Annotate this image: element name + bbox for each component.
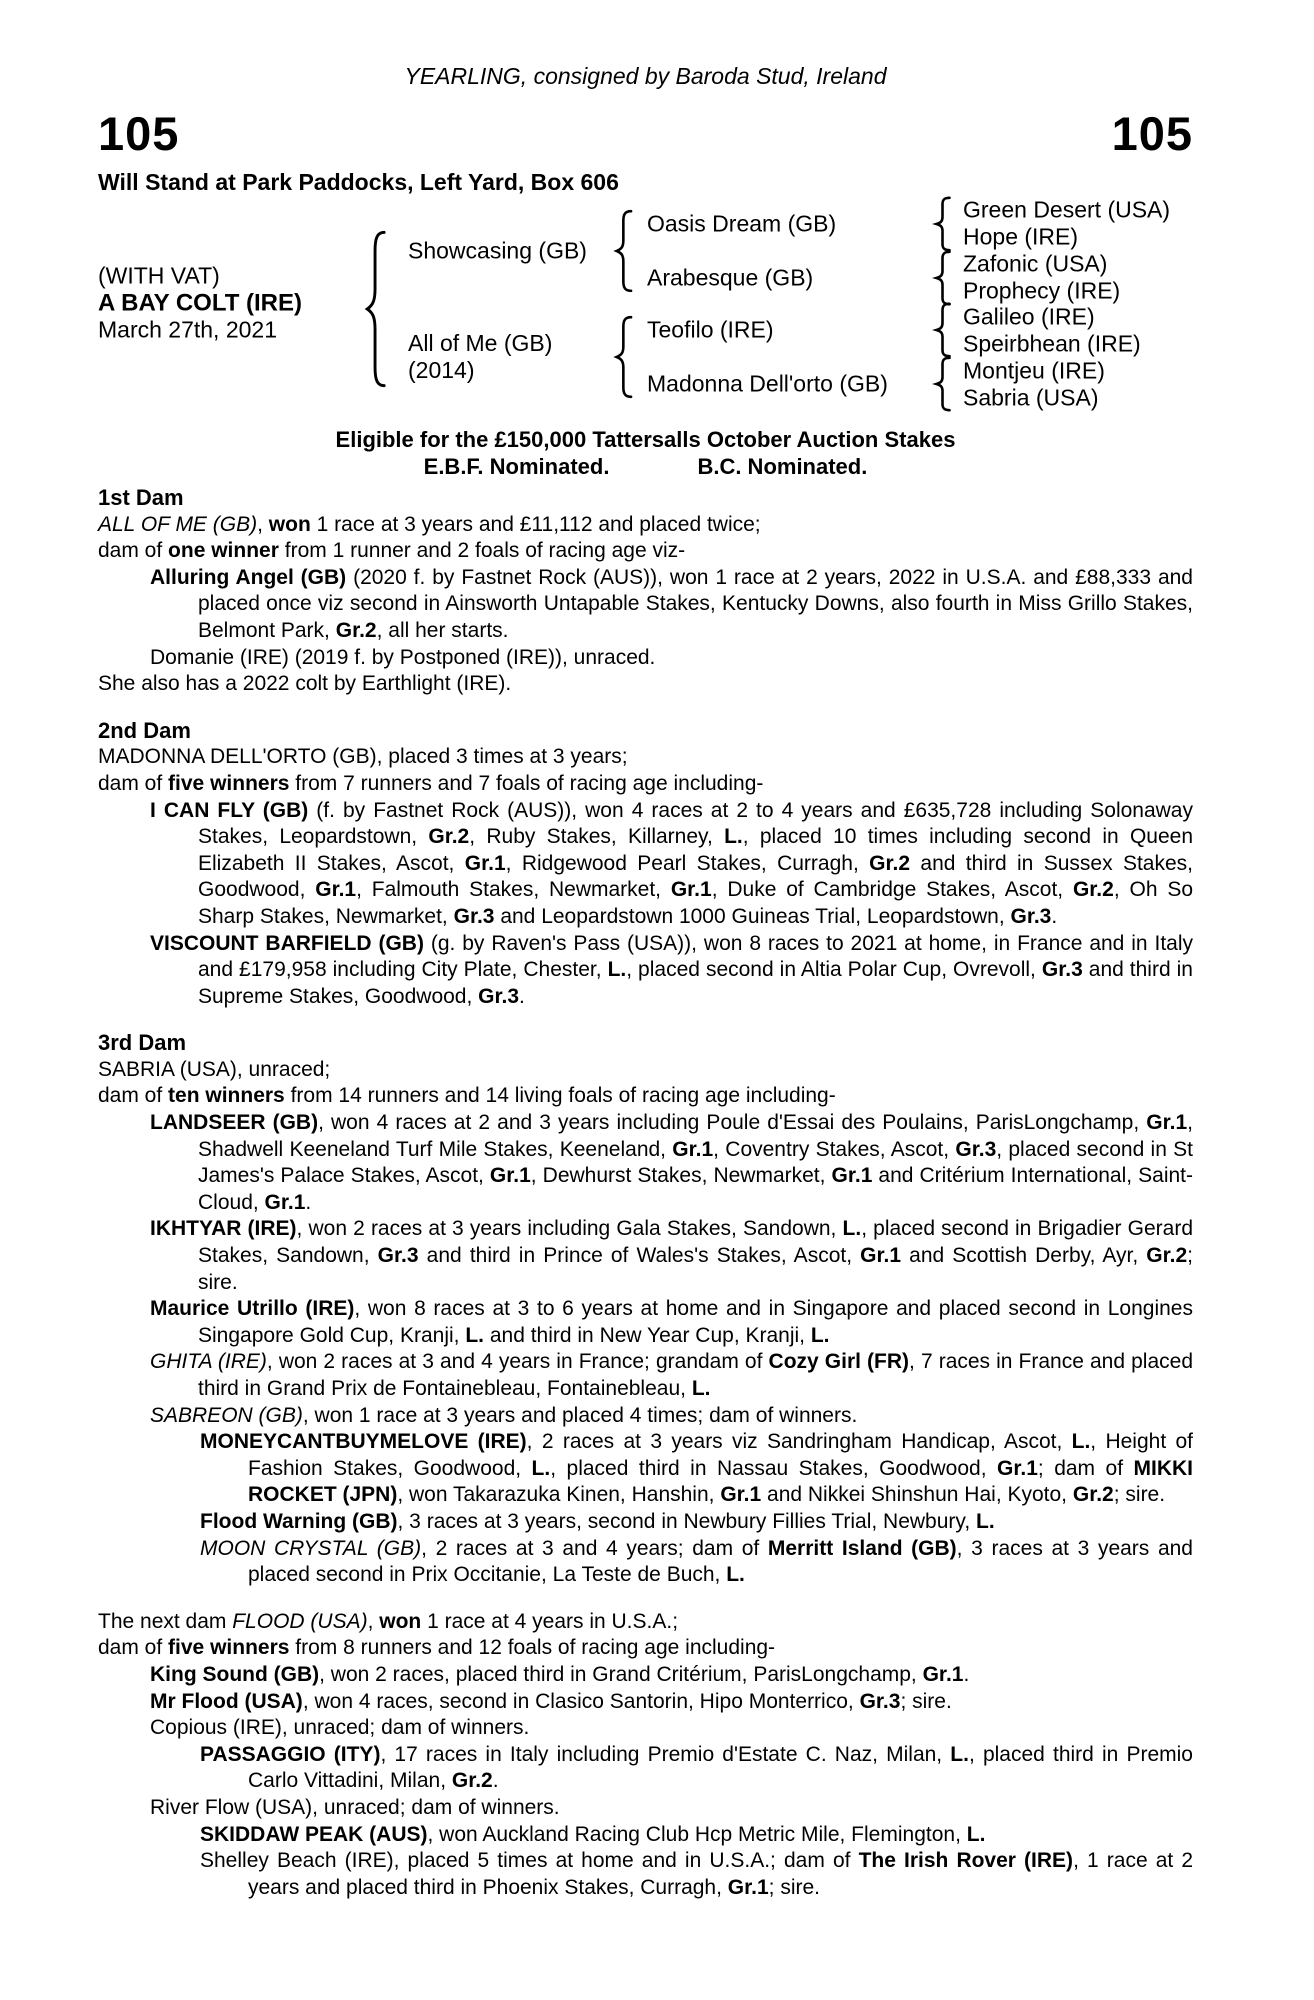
dam-year: (2014) (408, 357, 475, 383)
subject-vat-note: (WITH VAT) (98, 262, 220, 289)
subject-foaling-date: March 27th, 2021 (98, 316, 278, 343)
dam-dam-sire-name: Montjeu (IRE) (963, 357, 1105, 384)
lot-number-row (98, 107, 1193, 160)
dam-section-heading: 2nd Dam (98, 717, 191, 743)
pedigree-brace-icon (614, 316, 636, 398)
pedigree-paragraph: dam of ten winners from 14 runners and 14 living foals of racing age including- (98, 1084, 836, 1108)
pedigree-paragraph: MONEYCANTBUYMELOVE (IRE), 2 races at 3 years viz Sandringham Handicap, Ascot, L., Height of Fashion Stakes, Goodwood, L., placed third in Nassau Stakes, Goodwood, Gr.1; dam of MIKKI ROCKET (JPN), won Takarazuka Kinen, Hanshin, Gr.1 and Nikkei Shinshun Hai, Kyoto, Gr.2; sire. (200, 1430, 1193, 1507)
pedigree-paragraph: Shelley Beach (IRE), placed 5 times at home and in U.S.A.; dam of The Irish Rover (IRE), 1 race at 2 years and placed third in Phoenix Stakes, Curragh, Gr.1; sire. (200, 1849, 1194, 1899)
pedigree-paragraph: Copious (IRE), unraced; dam of winners. (150, 1716, 530, 1740)
lot-number-left: 105 (98, 107, 180, 160)
pedigree-paragraph: King Sound (GB), won 2 races, placed third in Grand Critérium, ParisLongchamp, Gr.1. (150, 1662, 970, 1686)
sire-sire-name: Oasis Dream (GB) (647, 210, 837, 237)
sire-dam-dam-name: Prophecy (IRE) (963, 277, 1121, 304)
pedigree-paragraph: GHITA (IRE), won 2 races at 3 and 4 years in France; grandam of Cozy Girl (FR), 7 races in France and placed third in Grand Prix de Fontainebleau, Fontainebleau, L. (150, 1350, 1193, 1400)
sire-dam-sire-name: Zafonic (USA) (963, 250, 1108, 277)
dam-section-heading: 1st Dam (98, 485, 184, 510)
pedigree-paragraph: dam of five winners from 8 runners and 12 foals of racing age including- (98, 1636, 776, 1660)
blank-line (98, 698, 1193, 718)
pedigree-paragraph: MOON CRYSTAL (GB), 2 races at 3 and 4 years; dam of Merritt Island (GB), 3 races at 3 years and placed second in Prix Occitanie, La Teste de Buch, L. (200, 1536, 1193, 1587)
pedigree-paragraph: SABRIA (USA), unraced; (98, 1057, 331, 1081)
pedigree-paragraph: Maurice Utrillo (IRE), won 8 races at 3 to 6 years at home and in Singapore and placed second in Longines Singapore Gold Cup, Kranji, L. and third in New Year Cup, Kranji, L. (150, 1297, 1193, 1347)
pedigree-brace-icon (934, 357, 954, 411)
dam-name: All of Me (GB) (408, 330, 553, 356)
dam-block (408, 330, 552, 384)
pedigree-paragraph: IKHTYAR (IRE), won 2 races at 3 years including Gala Stakes, Sandown, L., placed second in Brigadier Gerard Stakes, Sandown, Gr.3 and third in Prince of Wales's Stakes, Ascot, Gr.1 and Scottish Derby, Ayr, Gr.2; sire. (150, 1217, 1194, 1294)
sire-name: Showcasing (GB) (408, 237, 587, 264)
pedigree-brace-icon (614, 210, 636, 292)
dam-section-heading: 3rd Dam (98, 1030, 187, 1056)
auction-stakes-eligibility: Eligible for the £150,000 Tattersalls October Auction Stakes (335, 427, 956, 452)
subject-name: A BAY COLT (IRE) (98, 289, 303, 317)
lot-number-right: 105 (1111, 107, 1193, 160)
ebf-nominated: E.B.F. Nominated. (423, 454, 610, 479)
pedigree-paragraph: dam of five winners from 7 runners and 7 foals of racing age including- (98, 771, 764, 795)
pedigree-paragraph: River Flow (USA), unraced; dam of winners. (150, 1795, 560, 1819)
subject-block (98, 263, 302, 344)
dam-sire-sire-name: Galileo (IRE) (963, 303, 1095, 330)
sire-dam-name: Arabesque (GB) (647, 264, 814, 291)
blank-line (98, 1010, 1193, 1030)
eligibility-block (98, 426, 1193, 480)
dam-sire-dam-name: Speirbhean (IRE) (963, 330, 1141, 357)
pedigree-brace-icon (934, 303, 954, 357)
pedigree-brace-icon (934, 251, 954, 305)
pedigree-paragraph: Alluring Angel (GB) (2020 f. by Fastnet Rock (AUS)), won 1 race at 2 years, 2022 in U.S.A. and £88,333 and placed once viz second in Ainsworth Untapable Stakes, Kentucky Downs, also fourth in Miss Grillo Stakes, Belmont Park, Gr.2, all her starts. (150, 565, 1193, 642)
pedigree-paragraph: SKIDDAW PEAK (AUS), won Auckland Racing Club Hcp Metric Mile, Flemington, L. (200, 1822, 986, 1846)
pedigree-paragraph: The next dam FLOOD (USA), won 1 race at 4 years in U.S.A.; (98, 1609, 679, 1633)
pedigree-brace-icon (364, 230, 390, 388)
pedigree-paragraph: Domanie (IRE) (2019 f. by Postponed (IRE)), unraced. (150, 645, 656, 669)
catalogue-text (98, 485, 1193, 1901)
dam-sire-name: Teofilo (IRE) (647, 316, 774, 343)
stand-location-line: Will Stand at Park Paddocks, Left Yard, Box 606 (98, 169, 619, 195)
pedigree-paragraph: VISCOUNT BARFIELD (GB) (g. by Raven's Pass (USA)), won 8 races to 2021 at home, in France and in Italy and £179,958 including City Plate, Chester, L., placed second in Altia Polar Cup, Ovrevoll, Gr.3 and third in Supreme Stakes, Goodwood, Gr.3. (150, 931, 1194, 1008)
pedigree-paragraph: I CAN FLY (GB) (f. by Fastnet Rock (AUS)), won 4 races at 2 to 4 years and £635,728 including Solonaway Stakes, Leopardstown, Gr.2, Ruby Stakes, Killarney, L., placed 10 times including second in Queen Elizabeth II Stakes, Ascot, Gr.1, Ridgewood Pearl Stakes, Curragh, Gr.2 and third in Sussex Stakes, Goodwood, Gr.1, Falmouth Stakes, Newmarket, Gr.1, Duke of Cambridge Stakes, Ascot, Gr.2, Oh So Sharp Stakes, Newmarket, Gr.3 and Leopardstown 1000 Guineas Trial, Leopardstown, Gr.3. (150, 798, 1194, 928)
pedigree-brace-icon (934, 197, 954, 251)
pedigree-paragraph: She also has a 2022 colt by Earthlight (IRE). (98, 672, 512, 696)
sire-sire-sire-name: Green Desert (USA) (963, 196, 1171, 223)
pedigree-paragraph: LANDSEER (GB), won 4 races at 2 and 3 years including Poule d'Essai des Poulains, ParisLongchamp, Gr.1, Shadwell Keeneland Turf Mile Stakes, Keeneland, Gr.1, Coventry Stakes, Ascot, Gr.3, placed second in St James's Palace Stakes, Ascot, Gr.1, Dewhurst Stakes, Newmarket, Gr.1 and Critérium International, Saint-Cloud, Gr.1. (150, 1111, 1193, 1214)
dam-dam-dam-name: Sabria (USA) (963, 384, 1099, 411)
consignor-line: YEARLING, consigned by Baroda Stud, Ireland (404, 63, 887, 89)
pedigree-paragraph: PASSAGGIO (ITY), 17 races in Italy including Premio d'Estate C. Naz, Milan, L., placed third in Premio Carlo Vittadini, Milan, Gr.2. (200, 1742, 1193, 1793)
dam-dam-name: Madonna Dell'orto (GB) (647, 370, 888, 397)
sire-sire-dam-name: Hope (IRE) (963, 223, 1079, 250)
pedigree-paragraph: MADONNA DELL'ORTO (GB), placed 3 times at 3 years; (98, 745, 628, 769)
pedigree-paragraph: SABREON (GB), won 1 race at 3 years and placed 4 times; dam of winners. (150, 1403, 858, 1427)
bc-nominated: B.C. Nominated. (697, 454, 868, 479)
pedigree-paragraph: dam of one winner from 1 runner and 2 foals of racing age viz- (98, 539, 686, 563)
pedigree-paragraph: ALL OF ME (GB), won 1 race at 3 years and £11,112 and placed twice; (98, 512, 761, 536)
pedigree-paragraph: Mr Flood (USA), won 4 races, second in Clasico Santorin, Hipo Monterrico, Gr.3; sire. (150, 1689, 952, 1713)
blank-line (98, 1589, 1193, 1609)
pedigree-paragraph: Flood Warning (GB), 3 races at 3 years, second in Newbury Fillies Trial, Newbury, L. (200, 1509, 995, 1533)
pedigree-chart (98, 196, 1193, 424)
